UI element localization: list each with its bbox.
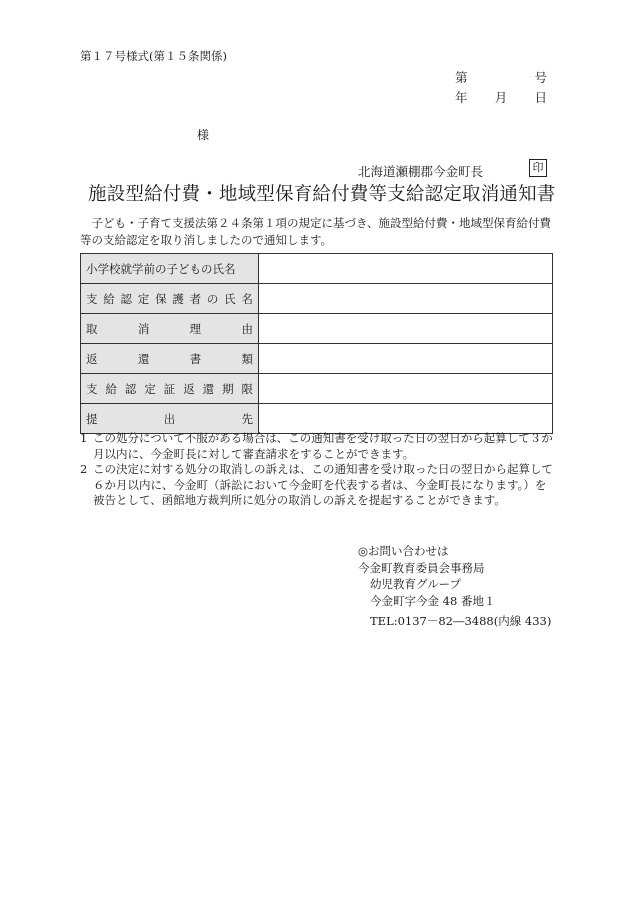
date-year: 年 xyxy=(455,90,468,105)
label-char: 保 xyxy=(155,291,167,306)
row-label-text xyxy=(86,381,253,397)
label-char: 取 xyxy=(86,321,98,336)
doc-number-suffix: 号 xyxy=(534,70,547,85)
document-number-field xyxy=(455,68,547,86)
addressee-suffix: 様 xyxy=(197,128,210,142)
label-char: 定 xyxy=(144,381,156,396)
row-label xyxy=(81,374,259,404)
label-char: 提 xyxy=(86,411,98,426)
label-char: 書 xyxy=(189,351,202,366)
label-char: 認 xyxy=(120,291,133,306)
label-char: 給 xyxy=(103,291,115,306)
label-char: 還 xyxy=(202,381,215,396)
doc-number-prefix: 第 xyxy=(455,70,468,85)
label-char: 出 xyxy=(163,411,176,426)
table-row xyxy=(81,404,553,434)
info-table xyxy=(80,253,553,434)
note-item xyxy=(80,431,555,462)
table-row xyxy=(81,254,553,284)
contact-address: 今金町字今金 48 番地１ xyxy=(370,593,496,608)
label-char: の xyxy=(206,291,219,306)
row-label xyxy=(81,284,259,314)
row-label-text xyxy=(86,411,253,427)
note-item xyxy=(80,462,555,509)
date-month: 月 xyxy=(494,90,508,105)
notes-section xyxy=(80,431,555,509)
row-value xyxy=(259,374,553,404)
row-label-text xyxy=(86,291,253,307)
form-number: 第１７号様式(第１５条関係) xyxy=(80,49,227,63)
label-char: 護 xyxy=(172,291,184,306)
row-label xyxy=(81,254,259,284)
body-text: 子ども・子育て支援法第２４条第１項の規定に基づき、施設型給付費・地域型保育給付費等の支給認定を取り消しましたので通知します。 xyxy=(80,216,552,247)
note-number: 2 xyxy=(80,462,88,476)
label-char: 還 xyxy=(137,351,150,366)
label-char: 消 xyxy=(137,321,150,336)
row-label-text: 小学校就学前の子どもの氏名 xyxy=(86,261,236,276)
document-title: 施設型給付費・地域型保育給付費等支給認定取消通知書 xyxy=(88,184,556,205)
label-char: 限 xyxy=(241,381,253,396)
label-char: 名 xyxy=(241,291,253,306)
label-char: 返 xyxy=(86,351,98,366)
note-text: この決定に対する処分の取消しの訴えは、この通知書を受け取った日の翌日から起算して６か月以内に、今金町（訴訟において今金町を代表する者は、今金町長になります。）を被告として、函館地方裁判所に処分の取消しの訴えを提起することができます。 xyxy=(93,462,553,507)
label-char: 者 xyxy=(189,291,202,306)
row-label xyxy=(81,314,259,344)
label-char: 認 xyxy=(124,381,137,396)
row-value xyxy=(259,404,553,434)
table-row xyxy=(81,374,553,404)
date-field xyxy=(455,88,547,106)
row-label-text xyxy=(86,321,253,337)
contact-heading: ◎お問い合わせは xyxy=(358,544,449,558)
row-label-text xyxy=(86,351,253,367)
date-day: 日 xyxy=(534,90,547,105)
row-value xyxy=(259,314,553,344)
label-char: 支 xyxy=(86,381,98,396)
contact-block xyxy=(358,543,551,630)
label-char: 支 xyxy=(86,291,98,306)
label-char: 氏 xyxy=(224,291,236,306)
table-row xyxy=(81,344,553,374)
label-char: 証 xyxy=(163,381,176,396)
row-label xyxy=(81,344,259,374)
label-char: 返 xyxy=(183,381,195,396)
contact-tel: TEL:0137－82―3488(内線 433) xyxy=(370,614,552,628)
label-char: 定 xyxy=(137,291,150,306)
seal-mark: 印 xyxy=(529,159,547,177)
label-char: 先 xyxy=(241,411,253,426)
row-value xyxy=(259,284,553,314)
row-label xyxy=(81,404,259,434)
issuer-name: 北海道瀬棚郡今金町長 xyxy=(358,164,484,179)
row-value xyxy=(259,254,553,284)
table-row xyxy=(81,314,553,344)
note-text: この処分について不服がある場合は、この通知書を受け取った日の翌日から起算して３か月以内に、今金町長に対して審査請求をすることができます。 xyxy=(93,431,553,461)
contact-dept: 幼児教育グループ xyxy=(370,577,462,591)
contact-org: 今金町教育委員会事務局 xyxy=(358,560,485,575)
label-char: 期 xyxy=(222,381,234,396)
label-char: 由 xyxy=(241,321,253,336)
label-char: 類 xyxy=(241,351,253,366)
note-number: 1 xyxy=(80,431,88,445)
table-row xyxy=(81,284,553,314)
row-value xyxy=(259,344,553,374)
label-char: 給 xyxy=(105,381,117,396)
label-char: 理 xyxy=(189,321,202,336)
